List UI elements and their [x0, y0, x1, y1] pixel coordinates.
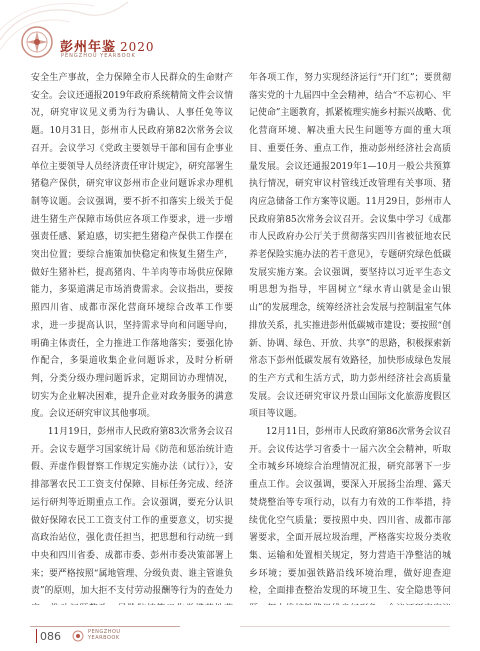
page-number: 086 — [40, 630, 61, 643]
yearbook-name: 彭州年鉴 — [60, 40, 117, 55]
page-footer — [0, 612, 480, 651]
left-paragraph-2: 11月19日，彭州市人民政府第83次常务会议召开。会议专题学习国家统计局《防范和惩治统计造假、弄虚作假督察工作规定实施办法（试行）》，安排部署农民工工资支付保障、目标任务完成、经济运行研判等近期重点工作。会议强调，要充分认识做好保障农民工工资支付工作的重要意义，切实提高政治站位，强化责任担当，把思想和行动统一到中央和四川省委、成都市委、彭州市委决策部署上来；要严格按照“属地管理、分级负责、谁主管谁负责”的原则，加大拒不支付劳动报酬等行为的查处力 — [31, 427, 233, 597]
footer-brand-line1: PENGZHOU — [88, 629, 121, 635]
left-column — [31, 70, 233, 605]
footer-divider — [30, 626, 180, 627]
left-paragraph-1: 安全生产事故，全力保障全市人民群众的生命财产安全。会议还通报2019年政府系统精简文件会议情况，研究审议见义勇为行为确认、人事任免等议题。10月31日，彭州市人民政府第82次常务会议召开。会议学习《党政主要领导干部和国有企事业单位主要领导人员经济责任审计规定》，研究部署生猪稳产保供，研究审议彭州市企业问题诉求办理机制等议题。会议强调，要不折不扣落实上级关于促进生猪生产保障市场供应各项工作要求，进一步增强责任感、紧迫感，切实把生猪稳产保供工作摆在突出位置；要综合施策加快稳定和恢复生猪生产，做好生猪补栏，提高猪肉、牛羊肉等市场供应保障能力，多渠道满足市场消费需求。会议指出，要按照四川省、成都市深化营商环境综合改革工作要求，进一步提高认识，坚持需求导向和问题导向，明确主体责任，全力推进工作落地落实；要强化协作配合，多渠道收集企业问题诉求，及时分析研判，分类分级办理问题诉求，定期回访办理情况，切实为企业解决困难，提升企业对政务服务的满意度。会议还研究审议其他事项。 — [31, 73, 233, 420]
footer-accent-bar — [36, 629, 37, 643]
footer-brand — [88, 629, 121, 641]
footer-brand-line2: YEARBOOK — [88, 635, 120, 641]
right-column — [249, 70, 451, 605]
yearbook-subtitle: PENGZHOU YEARBOOK — [61, 53, 136, 59]
article-body — [31, 70, 451, 605]
footer-emblem-icon — [72, 630, 84, 642]
right-paragraph-1: 年各项工作，努力实现经济运行“开门红”；要贯彻落实党的十九届四中全会精神，结合“不忘初心、牢记使命”主题教育，抓紧梳理实施乡村振兴战略、优化营商环境、解决重大民生问题等方面的重大项目、重要任务、重点工作，推动彭州经济社会高质量发展。会议还通报2019年1—10月一般公共预算执行情况，研究审议村管线迁改管理有关事项、猪肉应急储备工作方案等议题。11月29日，彭州市人民政府第85次常务会议召开。会议集中学习《成都市人民政府办公厅关于贯彻落实四川省被征地农民养老保险实施办法的若干意见》，专题研究绿色低碳发展实施方案。会议强调，要坚持以习近平生态文明思想为指导，牢固树立“绿水青山就是金山银山”的发展理念，统筹经济社会发展与控制温室气体排放关系，扎实推进彭州低碳城市建设；要按照“创新、协调、绿色、开放、共享”的思路，积极探索新常态下彭州低碳发展有效路径，加快形成绿色发展的生产方式和生活方式，助力彭州经济社会高质量发展。会议还研究审议丹景山国际文化旅游度假区项目等议题。 — [249, 73, 451, 420]
page-header — [0, 0, 480, 62]
yearbook-emblem-icon — [20, 25, 54, 59]
right-paragraph-2: 12月11日，彭州市人民政府第86次常务会议召开。会议传达学习省委十一届六次全会精神，听取全市城乡环境综合治理情况汇报，研究部署下一步重点工作。会议强调，要深入开展扬尘治理、露天焚烧整治等专项行动，以有力有效的工作举措，持续优化空气质量；要按照中央、四川省、成都市部署要求，全面开展垃圾治理，严格落实垃圾分类收集、运输和处置相关规定，努力营造干净整洁的城乡环境；要加强铁路沿线环境治理，做好迎查迎检，全面排查整治发现的环境卫生、安全隐患等问 — [249, 427, 451, 597]
footer-divider-right — [240, 626, 450, 627]
yearbook-year: 2020 — [120, 40, 155, 54]
